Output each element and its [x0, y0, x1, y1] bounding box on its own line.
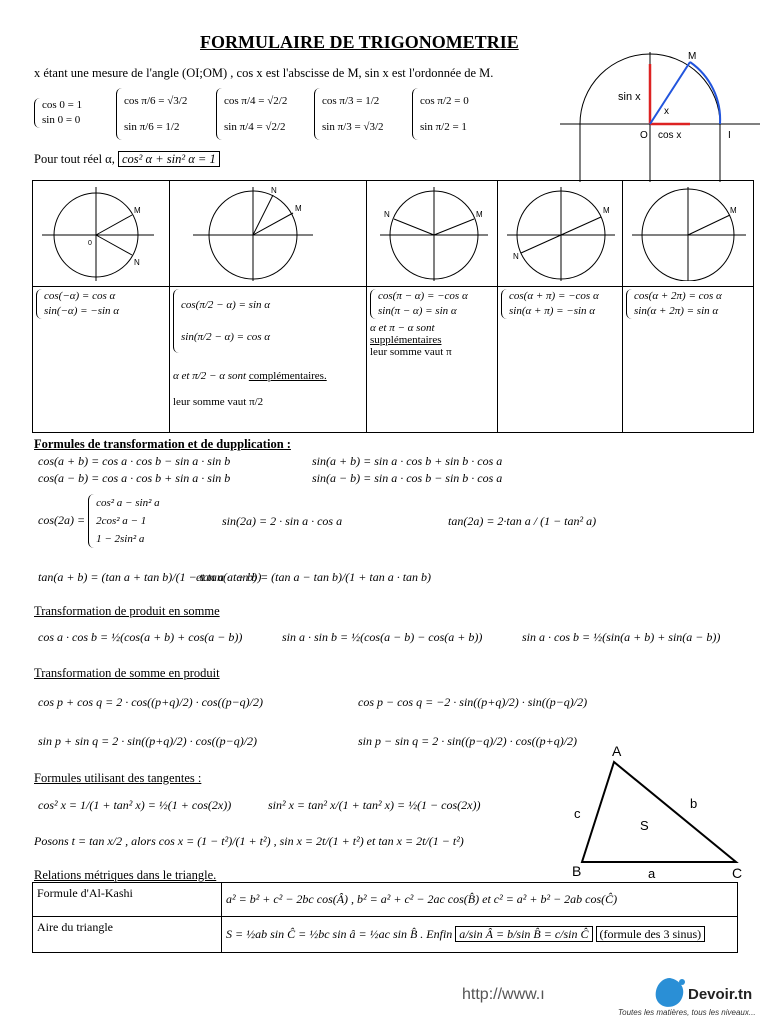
formula-sp3: sin p + sin q = 2 · sin((p+q)/2) · cos((p−q)/2) — [38, 734, 258, 748]
section-triangle: Relations métriques dans le triangle. — [34, 868, 217, 882]
vertex-B: B — [572, 863, 582, 879]
formula-t2: sin² x = tan² x/(1 + tan² x) = ½(1 − cos(2x)) — [268, 798, 481, 812]
label-cosx: cos x — [658, 130, 682, 141]
circle-diagram-3 — [370, 183, 494, 281]
values-0: cos 0 = 1 sin 0 = 0 — [34, 98, 82, 132]
formula-tan-sum: tan(a + b) = (tan a + tan b)/(1 − tan a · tan b) — [38, 570, 262, 584]
section-transformation: Formules de transformation et de dupplication : — [34, 437, 291, 451]
section-tangents: Formules utilisant des tangentes : — [34, 771, 202, 785]
formula-cos-diff: cos(a − b) = cos a · cos b + sin a · sin b — [38, 471, 231, 485]
vertex-C: C — [732, 865, 743, 880]
circle-diagram-5 — [626, 183, 750, 281]
svg-text:M: M — [730, 206, 737, 215]
circle-diagram-4 — [501, 183, 619, 281]
label-x: x — [664, 106, 669, 117]
vertex-A: A — [612, 743, 622, 759]
section-product-sum: Transformation de produit en somme — [34, 604, 220, 618]
formula-t1: cos² x = 1/(1 + tan² x) = ½(1 + cos(2x)) — [38, 798, 232, 812]
formula-sin-diff: sin(a − b) = sin a · cos b − sin b · cos a — [312, 471, 503, 485]
triangle-figure — [560, 738, 750, 880]
formula-sp1: cos p + cos q = 2 · cos((p+q)/2) · cos((p−q)/2) — [38, 695, 264, 709]
circle-cell-5 — [623, 181, 754, 287]
formula-p1: cos a · cos b = ½(cos(a + b) + cos(a − b)) — [38, 630, 243, 644]
formula-cos-sum: cos(a + b) = cos a · cos b − sin a · sin b — [38, 454, 231, 468]
svg-text:M: M — [476, 210, 483, 219]
formula-t3: Posons t = tan x/2 , alors cos x = (1 − t²)/(1 + t²) , sin x = 2t/(1 + t²) et tan x = 2t/(1 − t²) — [34, 834, 464, 848]
label-O: O — [640, 130, 648, 141]
formula-cos2a: cos(2a) = cos² a − sin² a 2cos² a − 1 1 − 2sin² a — [38, 494, 160, 548]
area-S: S — [640, 818, 649, 833]
splash-logo-icon — [652, 976, 688, 1010]
sym-cell-5: cos(α + 2π) = cos α sin(α + 2π) = sin α — [623, 287, 754, 433]
side-a: a — [648, 866, 656, 880]
circle-cell-4 — [498, 181, 623, 287]
svg-text:N: N — [513, 252, 519, 261]
sym-cell-1: cos(−α) = cos α sin(−α) = −sin α — [33, 287, 170, 433]
svg-text:N: N — [271, 186, 277, 195]
formula-p3: sin a · cos b = ½(sin(a + b) + sin(a − b)) — [522, 630, 721, 644]
pythagore-formula: cos² α + sin² α = 1 — [118, 151, 220, 167]
label-M: M — [688, 52, 697, 62]
al-kashi-formula: a² = b² + c² − 2bc cos(Â) , b² = a² + c² − 2ac cos(B̂) et c² = a² + b² − 2ab cos(Ĉ) — [222, 883, 738, 917]
circle-diagram-1 — [36, 183, 166, 281]
pythagore: Pour tout réel α, cos² α + sin² α = 1 — [34, 152, 220, 167]
label-I: I — [728, 130, 731, 141]
page-title: FORMULAIRE DE TRIGONOMETRIE — [200, 32, 519, 52]
formula-sp4: sin p − sin q = 2 · sin((p−q)/2) · cos((p+q)/2) — [358, 734, 578, 748]
circle-cell-2 — [170, 181, 367, 287]
values-pi6: cos π/6 = √3/2 sin π/6 = 1/2 — [116, 88, 187, 144]
sym-cell-3: cos(π − α) = −cos α sin(π − α) = sin α α et π − α sont supplémentaires leur somme vaut π — [367, 287, 498, 433]
formula-tan-diff: et tan(a − b) = (tan a − tan b)/(1 + tan a · tan b) — [196, 570, 432, 584]
side-c: c — [574, 806, 581, 821]
svg-text:M: M — [603, 206, 610, 215]
relations-table — [32, 882, 738, 953]
formula-tan2a: tan(2a) = 2·tan a / (1 − tan² a) — [448, 514, 597, 528]
sym-cell-2: cos(π/2 − α) = sin α sin(π/2 − α) = cos α α et π/2 − α sont complémentaires. leur somme vaut π/2 — [170, 287, 367, 433]
unit-circle-figure — [560, 52, 760, 182]
circle-cell-3 — [367, 181, 498, 287]
svg-text:N: N — [134, 258, 140, 267]
label-sinx: sin x — [618, 91, 641, 103]
formula-sin-sum: sin(a + b) = sin a · cos b + sin b · cos a — [312, 454, 503, 468]
sym-cell-4: cos(α + π) = −cos α sin(α + π) = −sin α — [498, 287, 623, 433]
area-label: Aire du triangle — [33, 917, 222, 953]
formula-sin2a: sin(2a) = 2 · sin a · cos a — [222, 514, 343, 528]
svg-text:0: 0 — [88, 240, 92, 247]
logo-text: Devoir.tn — [688, 986, 753, 1003]
circle-diagram-2 — [173, 183, 363, 281]
values-pi2: cos π/2 = 0 sin π/2 = 1 — [412, 88, 469, 144]
formula-p2: sin a · sin b = ½(cos(a − b) − cos(a + b)) — [282, 630, 483, 644]
area-formula: S = ½ab sin Ĉ = ½bc sin â = ½ac sin B̂ . Enfin a/sin Â = b/sin B̂ = c/sin Ĉ (formule des 3 sinus) — [222, 917, 738, 953]
circle-cell-1 — [33, 181, 170, 287]
svg-text:N: N — [384, 210, 390, 219]
intro-text: x étant une mesure de l'angle (OI;OM) , cos x est l'abscisse de M, sin x est l'ordonnée de M. — [34, 66, 494, 80]
symmetry-table — [32, 180, 754, 433]
formula-sp2: cos p − cos q = −2 · sin((p+q)/2) · sin((p−q)/2) — [358, 695, 588, 709]
values-pi3: cos π/3 = 1/2 sin π/3 = √3/2 — [314, 88, 384, 144]
values-pi4: cos π/4 = √2/2 sin π/4 = √2/2 — [216, 88, 287, 144]
side-b: b — [690, 796, 698, 811]
al-kashi-label: Formule d'Al-Kashi — [33, 883, 222, 917]
footer-url[interactable]: http://www.ı — [462, 986, 545, 1003]
svg-text:M: M — [134, 206, 141, 215]
section-sum-product: Transformation de somme en produit — [34, 666, 220, 680]
svg-text:M: M — [295, 204, 302, 213]
logo-tagline: Toutes les matières, tous les niveaux... — [618, 1008, 756, 1017]
